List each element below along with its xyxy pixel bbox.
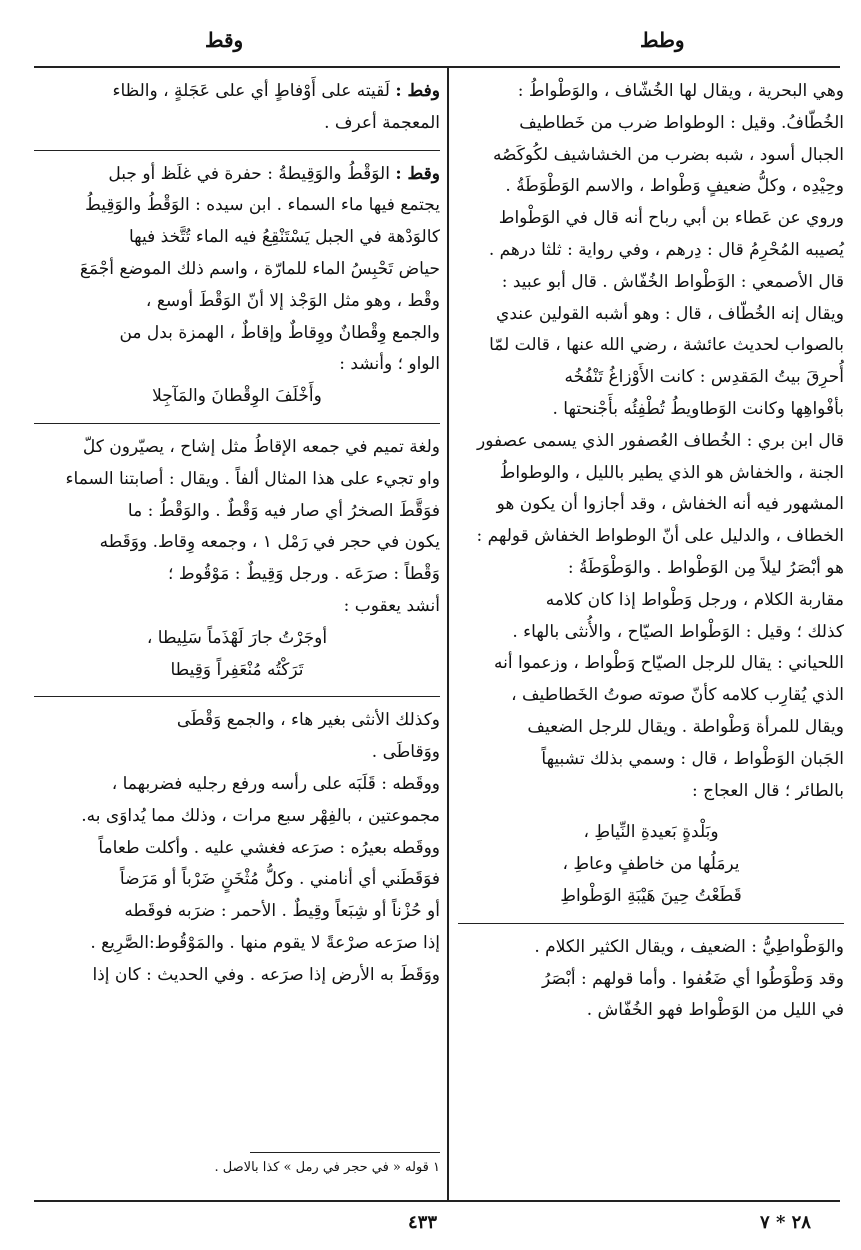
text-line: الواو ؛ وأنشد : (339, 354, 440, 375)
text-line: بالطائر ؛ قال العجاج : (692, 780, 844, 801)
verse-line: تَرَكْتُه مُنْعَفِراً وَقِيطا (170, 659, 304, 680)
text-line: وفط : لَقيته على أَوْفاطٍ أي على عَجَلةٍ ، والظاء (112, 81, 440, 101)
text-line: يجتمع فيها ماء السماء . ابن سيده : الوَقْطُ والوَقِيطُ (85, 195, 440, 216)
text-line: مجموعتين ، بالفِهْر سبع مرات ، وذلك مما يُداوَى به. (81, 805, 440, 826)
verse-line: أوجَرْتُ جارَ لَهْذَماً سَلِيطا ، (146, 627, 328, 648)
text-line: كذلك ؛ وقيل : الوَطْواط الصيّاح ، والأُنثى بالهاء . (512, 621, 844, 642)
text-line: والجمع وِقْطانٌ ووِقاطٌ وإقاطٌ ، الهمزة بدل من (119, 322, 440, 343)
text-line: وحِيْدِه ، وكلُّ ضعيفٍ وَطْواط ، والاسم الوَطْوَطَةُ . (505, 176, 844, 197)
text-line: ووَقَطَ به الأرض إذا صرَعه . وفي الحديث : كان إذا (92, 964, 440, 985)
text-line: وقد وَطْوَطُوا أي ضَعُفوا . وأما قولهم : أبْصَرُ (542, 968, 844, 989)
verse-line: قَطَعْتُ حِينَ هَيْبَةِ الوَطْواطِ (560, 885, 742, 906)
text-line: قال الأصمعي : الوَطْواط الخُفّاش . قال أبو عبيد : (501, 271, 844, 292)
verse-line: يرمَلُها من خاطفٍ وعاطِ ، (562, 854, 740, 875)
section-rule (34, 696, 440, 697)
footer-rule (34, 1200, 840, 1202)
text-line: ووَقاطَى . (371, 742, 440, 763)
right-column (458, 76, 844, 1027)
text-line: بأفْواهِها وكانت الوَطاويطُ تُطْفِئُه بأَجْنحتها . (552, 398, 844, 419)
text-line: فوَقَطَني أي أنامني . وكلُّ مُثْخَنٍ ضَرْباً أو مَرَضاً (119, 869, 440, 890)
text-line: ويقال إنه الخُطّاف ، قال : وهو أشبه القولين عندي (496, 303, 844, 324)
text-line: ووقَطه : قَلَبَه على رأسه ورفع رجليه فضربهما ، (111, 773, 440, 794)
left-column (34, 76, 440, 992)
section-rule (458, 923, 844, 924)
header-right-word: وطط (640, 28, 685, 52)
verse-line: وبَلْدةٍ بَعيدةِ النِّياطِ ، (583, 822, 719, 843)
footnote-rule (250, 1152, 440, 1153)
signature-mark: ٢٨ * ٧ (760, 1212, 811, 1233)
text-line: الخُطّافُ. وقيل : الوطواط ضرب من خَطاطيف (519, 112, 844, 133)
text-line: في الليل من الوَطْواط فهو الخُفّاش . (586, 1000, 844, 1021)
text-line: وقْط ، وهو مثل الوَجْذ إلا أنّ الوَقْطَ أوسع ، (145, 290, 440, 311)
text-line: بالصواب لحديث عائشة ، رضي الله عنها ، قالت لمّا (489, 335, 844, 356)
entry-headword: وفط : (395, 81, 440, 101)
text-line: هو أبْصَرُ ليلاً مِن الوَطْواط . والوَطْوَطَةُ : (567, 557, 844, 578)
column-divider (447, 68, 449, 1200)
text-line: الجنة ، والخفاش هو الذي يطير بالليل ، والوطواطُ (499, 462, 844, 483)
text-line: ولغة تميم في جمعه الإقاطُ مثل إشاح ، يصيّرون كلّ (82, 436, 440, 457)
text-line: واو تجيء على هذا المثال ألفاً . ويقال : أصابتنا السماء (65, 468, 440, 489)
text-line: أو حُزْناً أو شِبَعاً وقِيطٌ . الأحمر : ضرَبه فوقَطه (124, 901, 440, 922)
text-line: ويقال للمرأة وَطْواطة . ويقال للرجل الضعيف (527, 716, 844, 737)
text-line: الذي يُقارِب كلامه كأنّ صوته صوتُ الخَطاطيف ، (511, 685, 844, 706)
text-line: الخطاف ، والدليل على أنّ الوطواط الخفاش قولهم : (476, 526, 844, 547)
entry-headword: وقط : (395, 163, 440, 184)
text-line: قال ابن بري : الخُطاف العُصفور الذي يسمى عصفور (477, 430, 844, 451)
header-rule (34, 66, 840, 68)
text-line: الجبال أسود ، شبه بضرب من الخشاشيف لكُوكَصُه (492, 144, 844, 165)
text-line: المشهور فيه أنه الخفاش ، وقد أجازوا أن يكون هو (496, 494, 844, 515)
text-line: ووقَطه بعيرُه : صرَعه فغشي عليه . وأكلت طعاماً (98, 837, 440, 858)
text-line: أُحرِقَ بيتُ المَقدِس : كانت الأَوْزاغُ تَنْفُخُه (564, 367, 844, 388)
section-rule (34, 150, 440, 151)
text-line: يُصيبه المُحْرِمُ قال : دِرهم ، وفي رواية : ثلثا درهم . (488, 239, 844, 260)
text-line: وقط : الوَقْطُ والوَقِيطةُ : حفرة في غلَظ أو جبل (108, 163, 440, 184)
text-line: إذا صرَعه صرْعةً لا يقوم منها . والمَوْقُوط:الصَّرِيع . (90, 932, 440, 953)
text-line: فوَقَّطَ الصخرُ أي صار فيه وَقْطٌ . والوَقْطُ : ما (127, 500, 440, 521)
text-line: المعجمة أعرف . (324, 112, 440, 133)
text-line: وَقْطاً : صرَعَه . ورجل وَقِيطٌ : مَوْقُوط ؛ (168, 564, 440, 585)
text-line: حياض تَحْبِسُ الماء للمارّة ، واسم ذلك الموضع أجْمَعَ (79, 258, 440, 279)
header-left-word: وقط (205, 28, 244, 52)
text-line: كالوَدْهة في الجبل يَسْتَنْقِعُ فيه الماء تُتَّخذ فيها (129, 227, 440, 248)
text-line: يكون في حجر في رَمْل ١ ، وجمعه وِقاط. ووَقَطه (99, 532, 440, 553)
section-rule (34, 423, 440, 424)
verse-line: وأَخْلَفَ الوِقْطانَ والمَآجِلا (152, 386, 322, 407)
page-number: ٤٣٣ (408, 1212, 438, 1233)
text-line: وكذلك الأنثى بغير هاء ، والجمع وَقْطَى (176, 710, 440, 731)
text-line: وروي عن عَطاء بن أبي رباح أنه قال في الوَطْواط (498, 208, 844, 229)
text-line: والوَطْواطِيُّ : الضعيف ، ويقال الكثير الكلام . (534, 936, 844, 957)
text-line: اللحياني : يقال للرجل الصيّاح وَطْواط ، وزعموا أنه (494, 653, 844, 674)
text-line: وهي البحرية ، ويقال لها الخُشّاف ، والوَطْواطُ : (517, 81, 844, 101)
text-line: أنشد يعقوب : (343, 595, 440, 616)
footnote: ١ قوله « في حجر في رمل » كذا بالاصل . (214, 1160, 440, 1175)
text-line: الجَبان الوَطْواط ، قال : وسمي بذلك تشبيهاً (541, 748, 844, 769)
text-line: مقاربة الكلام ، ورجل وَطْواط إذا كان كلامه (545, 589, 844, 610)
